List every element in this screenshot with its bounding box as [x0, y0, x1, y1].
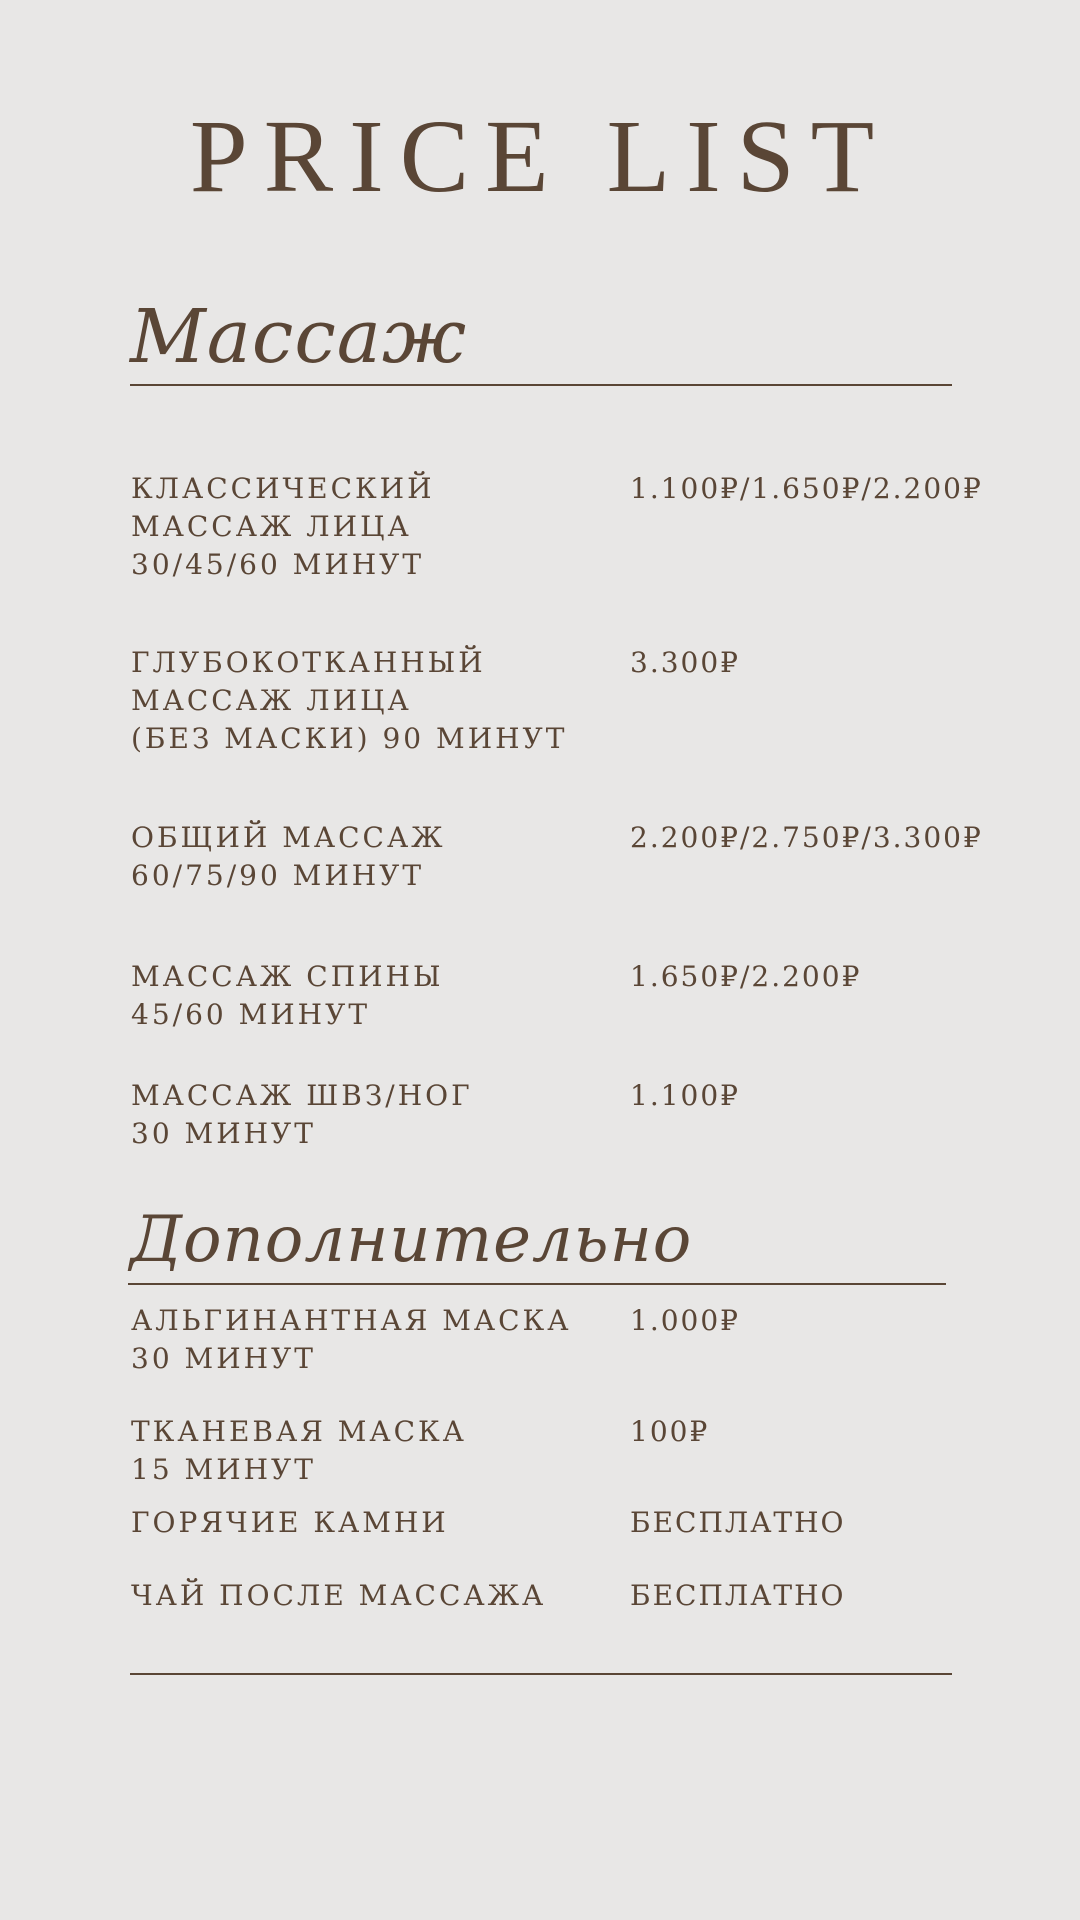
- page-title: PRICE LIST: [189, 99, 891, 214]
- service-name: ГОРЯЧИЕ КАМНИ: [131, 1506, 449, 1539]
- service-price: 3.300₽: [630, 646, 740, 679]
- section-heading-massage: Массаж: [130, 294, 468, 380]
- section-heading-additional: Дополнительно: [130, 1203, 693, 1277]
- divider: [130, 1673, 952, 1675]
- divider: [128, 1283, 946, 1285]
- service-price: 100₽: [630, 1415, 710, 1448]
- service-name: АЛЬГИНАНТНАЯ МАСКА 30 МИНУТ: [131, 1304, 572, 1375]
- service-name: МАССАЖ СПИНЫ 45/60 МИНУТ: [131, 960, 444, 1031]
- service-name: ГЛУБОКОТКАННЫЙ МАССАЖ ЛИЦА (БЕЗ МАСКИ) 90 МИНУТ: [131, 646, 568, 755]
- service-price: БЕСПЛАТНО: [630, 1579, 846, 1612]
- service-price: 1.000₽: [630, 1304, 740, 1337]
- service-price: БЕСПЛАТНО: [630, 1506, 846, 1539]
- service-price: 1.650₽/2.200₽: [630, 960, 862, 993]
- divider: [130, 384, 952, 386]
- service-name: ОБЩИЙ МАССАЖ 60/75/90 МИНУТ: [131, 821, 446, 892]
- service-name: ЧАЙ ПОСЛЕ МАССАЖА: [131, 1579, 547, 1612]
- service-name: КЛАССИЧЕСКИЙ МАССАЖ ЛИЦА 30/45/60 МИНУТ: [131, 472, 435, 581]
- service-name: МАССАЖ ШВЗ/НОГ 30 МИНУТ: [131, 1079, 473, 1150]
- service-name: ТКАНЕВАЯ МАСКА 15 МИНУТ: [131, 1415, 467, 1486]
- service-price: 1.100₽: [630, 1079, 740, 1112]
- service-price: 1.100₽/1.650₽/2.200₽: [630, 472, 983, 505]
- service-price: 2.200₽/2.750₽/3.300₽: [630, 821, 983, 854]
